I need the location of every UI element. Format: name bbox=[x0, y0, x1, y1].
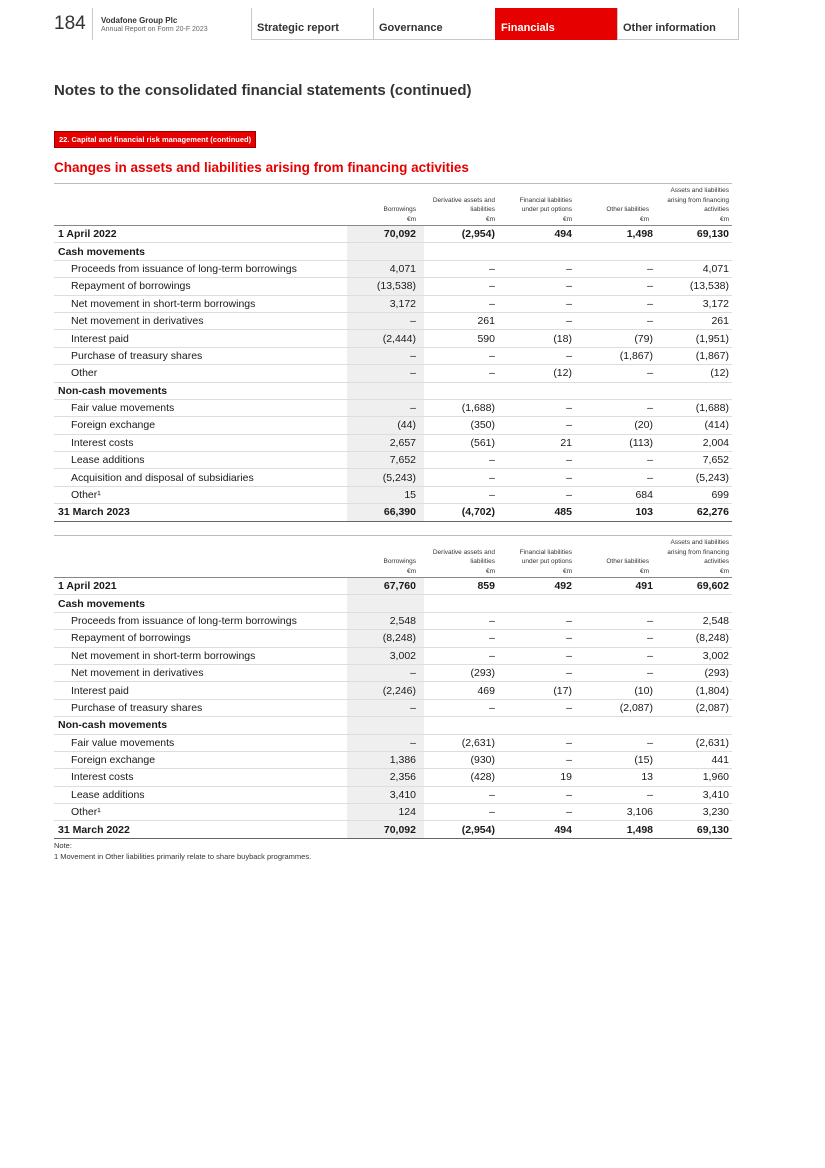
column-header-line: €m bbox=[562, 215, 572, 223]
cell-value: 19 bbox=[501, 769, 578, 786]
column-header-line: arising from financing bbox=[667, 548, 729, 556]
table-row bbox=[54, 804, 732, 821]
row-label: Net movement in derivatives bbox=[54, 664, 347, 681]
cell-value: (293) bbox=[655, 664, 732, 681]
column-header-line bbox=[504, 538, 572, 548]
cell-value: (113) bbox=[578, 434, 655, 451]
column-header-line bbox=[427, 538, 495, 548]
table-row bbox=[54, 452, 732, 469]
column-header-line: Financial liabilities bbox=[519, 196, 572, 204]
note-badge: 22. Capital and financial risk management (continued) bbox=[54, 131, 256, 148]
cell-value: (44) bbox=[347, 417, 424, 434]
cell-value: (1,688) bbox=[424, 399, 501, 416]
column-header bbox=[347, 536, 424, 578]
table-row bbox=[54, 278, 732, 295]
cell-value: – bbox=[424, 260, 501, 277]
cell-value: (8,248) bbox=[655, 630, 732, 647]
cell-value: – bbox=[501, 399, 578, 416]
table-row bbox=[54, 595, 732, 612]
report-name: Annual Report on Form 20-F 2023 bbox=[101, 25, 208, 33]
cell-value: 494 bbox=[501, 821, 578, 838]
column-header-line bbox=[427, 186, 495, 196]
cell-value: (2,087) bbox=[655, 699, 732, 716]
cell-value: 491 bbox=[578, 578, 655, 595]
table-row bbox=[54, 578, 732, 595]
cell-value: 2,356 bbox=[347, 769, 424, 786]
cell-value: – bbox=[424, 699, 501, 716]
row-label: Interest costs bbox=[54, 434, 347, 451]
cell-value: 1,498 bbox=[578, 821, 655, 838]
column-header-line: Borrowings bbox=[383, 206, 416, 213]
column-header-line: Derivative assets and bbox=[432, 548, 495, 556]
table-row bbox=[54, 347, 732, 364]
financing-table-2022 bbox=[54, 535, 732, 839]
row-label: 1 April 2022 bbox=[54, 226, 347, 243]
column-header-line: liabilities bbox=[470, 558, 495, 565]
cell-value: – bbox=[501, 786, 578, 803]
cell-value: (293) bbox=[424, 664, 501, 681]
table-row bbox=[54, 699, 732, 716]
cell-value: 2,004 bbox=[655, 434, 732, 451]
cell-value: – bbox=[501, 630, 578, 647]
table-row bbox=[54, 612, 732, 629]
cell-value: – bbox=[424, 452, 501, 469]
cell-value bbox=[347, 382, 424, 399]
cell-value: 4,071 bbox=[655, 260, 732, 277]
tab-other-information[interactable]: Other information bbox=[617, 8, 739, 40]
cell-value: 2,548 bbox=[347, 612, 424, 629]
row-label: Net movement in short-term borrowings bbox=[54, 647, 347, 664]
cell-value: – bbox=[424, 365, 501, 382]
cell-value: 69,130 bbox=[655, 226, 732, 243]
cell-value: – bbox=[347, 734, 424, 751]
cell-value: – bbox=[501, 699, 578, 716]
cell-value: – bbox=[501, 612, 578, 629]
column-header-line bbox=[350, 548, 416, 558]
cell-value: 1,960 bbox=[655, 769, 732, 786]
row-label: Fair value movements bbox=[54, 399, 347, 416]
column-header-line bbox=[350, 186, 416, 196]
cell-value: (350) bbox=[424, 417, 501, 434]
cell-value: – bbox=[501, 260, 578, 277]
column-header-line: Other liabilities bbox=[606, 206, 649, 213]
column-header-line: Financial liabilities bbox=[519, 548, 572, 556]
column-header bbox=[347, 184, 424, 226]
table-row bbox=[54, 399, 732, 416]
column-header bbox=[578, 536, 655, 578]
cell-value: – bbox=[501, 486, 578, 503]
cell-value: – bbox=[578, 664, 655, 681]
cell-value: 494 bbox=[501, 226, 578, 243]
cell-value: 62,276 bbox=[655, 504, 732, 521]
column-header-line: €m bbox=[639, 215, 649, 223]
cell-value: 2,548 bbox=[655, 612, 732, 629]
cell-value: 1,498 bbox=[578, 226, 655, 243]
cell-value: (1,867) bbox=[578, 347, 655, 364]
footnotes bbox=[54, 840, 311, 862]
column-header-line: €m bbox=[719, 567, 729, 575]
row-label: Repayment of borrowings bbox=[54, 278, 347, 295]
column-header-line: Borrowings bbox=[383, 558, 416, 565]
page-header bbox=[54, 8, 742, 40]
cell-value: – bbox=[578, 734, 655, 751]
cell-value: 3,172 bbox=[655, 295, 732, 312]
cell-value: – bbox=[424, 347, 501, 364]
cell-value: – bbox=[424, 786, 501, 803]
cell-value: 124 bbox=[347, 804, 424, 821]
column-header-line: Assets and liabilities bbox=[670, 539, 729, 546]
row-label: Proceeds from issuance of long-term borrowings bbox=[54, 260, 347, 277]
cell-value: (5,243) bbox=[655, 469, 732, 486]
cell-value: – bbox=[578, 786, 655, 803]
column-header-line: €m bbox=[485, 567, 495, 575]
cell-value: (20) bbox=[578, 417, 655, 434]
page-title: Notes to the consolidated financial statements (continued) bbox=[54, 82, 472, 99]
row-label: Lease additions bbox=[54, 786, 347, 803]
column-header-line: Assets and liabilities bbox=[670, 187, 729, 194]
cell-value: – bbox=[501, 347, 578, 364]
row-label: Non-cash movements bbox=[54, 717, 347, 734]
table-row bbox=[54, 330, 732, 347]
table-row bbox=[54, 821, 732, 838]
cell-value: 3,410 bbox=[655, 786, 732, 803]
cell-value: – bbox=[347, 399, 424, 416]
cell-value bbox=[424, 382, 501, 399]
cell-value: (2,631) bbox=[655, 734, 732, 751]
cell-value: – bbox=[578, 452, 655, 469]
cell-value: (8,248) bbox=[347, 630, 424, 647]
row-label: 1 April 2021 bbox=[54, 578, 347, 595]
table-row bbox=[54, 312, 732, 329]
cell-value: – bbox=[424, 804, 501, 821]
table-row bbox=[54, 260, 732, 277]
cell-value: (15) bbox=[578, 751, 655, 768]
column-header-blank bbox=[54, 536, 347, 578]
cell-value bbox=[501, 717, 578, 734]
column-header bbox=[655, 536, 732, 578]
company-name: Vodafone Group Plc bbox=[101, 15, 178, 25]
row-label: Net movement in short-term borrowings bbox=[54, 295, 347, 312]
row-label: Foreign exchange bbox=[54, 417, 347, 434]
column-header-line bbox=[581, 186, 649, 196]
cell-value: (18) bbox=[501, 330, 578, 347]
column-header-line: €m bbox=[406, 215, 416, 223]
cell-value: (2,631) bbox=[424, 734, 501, 751]
column-header-line: €m bbox=[719, 215, 729, 223]
cell-value: – bbox=[501, 804, 578, 821]
column-header-line: Other liabilities bbox=[606, 558, 649, 565]
cell-value: – bbox=[578, 612, 655, 629]
cell-value: 2,657 bbox=[347, 434, 424, 451]
cell-value bbox=[424, 595, 501, 612]
cell-value: – bbox=[424, 295, 501, 312]
column-header bbox=[501, 536, 578, 578]
row-label: Cash movements bbox=[54, 595, 347, 612]
cell-value: – bbox=[347, 699, 424, 716]
table-row bbox=[54, 243, 732, 260]
row-label: Repayment of borrowings bbox=[54, 630, 347, 647]
cell-value: (930) bbox=[424, 751, 501, 768]
table-row bbox=[54, 647, 732, 664]
cell-value: 103 bbox=[578, 504, 655, 521]
cell-value: – bbox=[578, 469, 655, 486]
cell-value: 66,390 bbox=[347, 504, 424, 521]
row-label: Purchase of treasury shares bbox=[54, 347, 347, 364]
cell-value: – bbox=[578, 260, 655, 277]
tab-strategic-report[interactable]: Strategic report bbox=[251, 8, 373, 40]
cell-value: (2,246) bbox=[347, 682, 424, 699]
cell-value: (4,702) bbox=[424, 504, 501, 521]
row-label: Non-cash movements bbox=[54, 382, 347, 399]
cell-value: 590 bbox=[424, 330, 501, 347]
column-header-line: €m bbox=[406, 567, 416, 575]
cell-value: – bbox=[501, 417, 578, 434]
cell-value: (2,087) bbox=[578, 699, 655, 716]
row-label: Other bbox=[54, 365, 347, 382]
cell-value: – bbox=[347, 347, 424, 364]
table-row bbox=[54, 504, 732, 521]
column-header-blank bbox=[54, 184, 347, 226]
cell-value: 21 bbox=[501, 434, 578, 451]
row-label: 31 March 2023 bbox=[54, 504, 347, 521]
cell-value: 70,092 bbox=[347, 821, 424, 838]
cell-value: – bbox=[424, 486, 501, 503]
section-title: Changes in assets and liabilities arising from financing activities bbox=[54, 160, 469, 175]
column-header-line: activities bbox=[704, 206, 729, 213]
column-header-row bbox=[54, 536, 732, 578]
cell-value: (1,867) bbox=[655, 347, 732, 364]
row-label: Cash movements bbox=[54, 243, 347, 260]
cell-value bbox=[424, 717, 501, 734]
column-header-line: under put options bbox=[521, 558, 572, 565]
cell-value bbox=[578, 243, 655, 260]
cell-value: 492 bbox=[501, 578, 578, 595]
column-header-line: activities bbox=[704, 558, 729, 565]
table-row bbox=[54, 717, 732, 734]
row-label: Proceeds from issuance of long-term borrowings bbox=[54, 612, 347, 629]
table-row bbox=[54, 365, 732, 382]
cell-value: 699 bbox=[655, 486, 732, 503]
cell-value: (13,538) bbox=[347, 278, 424, 295]
cell-value bbox=[655, 595, 732, 612]
cell-value: (1,804) bbox=[655, 682, 732, 699]
cell-value: – bbox=[578, 399, 655, 416]
cell-value: – bbox=[501, 312, 578, 329]
cell-value: (1,688) bbox=[655, 399, 732, 416]
table-row bbox=[54, 469, 732, 486]
cell-value: 3,172 bbox=[347, 295, 424, 312]
cell-value: 15 bbox=[347, 486, 424, 503]
cell-value: – bbox=[501, 469, 578, 486]
cell-value: 261 bbox=[655, 312, 732, 329]
cell-value bbox=[655, 717, 732, 734]
cell-value bbox=[578, 717, 655, 734]
table-row bbox=[54, 630, 732, 647]
column-header-line bbox=[350, 196, 416, 206]
column-header-line: liabilities bbox=[470, 206, 495, 213]
cell-value: 469 bbox=[424, 682, 501, 699]
cell-value: 1,386 bbox=[347, 751, 424, 768]
row-label: Lease additions bbox=[54, 452, 347, 469]
cell-value: – bbox=[347, 664, 424, 681]
cell-value: 441 bbox=[655, 751, 732, 768]
row-label: Interest costs bbox=[54, 769, 347, 786]
table-row bbox=[54, 786, 732, 803]
column-header-line: €m bbox=[562, 567, 572, 575]
cell-value: (12) bbox=[655, 365, 732, 382]
cell-value bbox=[347, 243, 424, 260]
cell-value: – bbox=[578, 312, 655, 329]
cell-value: 859 bbox=[424, 578, 501, 595]
cell-value: 485 bbox=[501, 504, 578, 521]
cell-value: – bbox=[424, 630, 501, 647]
cell-value: 3,002 bbox=[655, 647, 732, 664]
cell-value: 67,760 bbox=[347, 578, 424, 595]
table-row bbox=[54, 664, 732, 681]
cell-value: (2,954) bbox=[424, 226, 501, 243]
cell-value: – bbox=[501, 664, 578, 681]
table-row bbox=[54, 382, 732, 399]
table-row bbox=[54, 751, 732, 768]
table-row bbox=[54, 226, 732, 243]
cell-value: – bbox=[501, 734, 578, 751]
column-header-line: €m bbox=[485, 215, 495, 223]
cell-value: – bbox=[501, 647, 578, 664]
notes-heading: Note: bbox=[54, 841, 72, 850]
cell-value bbox=[501, 595, 578, 612]
footnote-1: 1 Movement in Other liabilities primarily relate to share buyback programmes. bbox=[54, 852, 312, 861]
table-row bbox=[54, 734, 732, 751]
table-row bbox=[54, 682, 732, 699]
cell-value: – bbox=[578, 647, 655, 664]
cell-value: – bbox=[578, 365, 655, 382]
cell-value: 70,092 bbox=[347, 226, 424, 243]
row-label: Other¹ bbox=[54, 486, 347, 503]
table-row bbox=[54, 434, 732, 451]
column-header bbox=[424, 536, 501, 578]
cell-value: 69,130 bbox=[655, 821, 732, 838]
row-label: Interest paid bbox=[54, 330, 347, 347]
cell-value: – bbox=[501, 295, 578, 312]
cell-value: (12) bbox=[501, 365, 578, 382]
cell-value: – bbox=[347, 312, 424, 329]
table-row bbox=[54, 417, 732, 434]
column-header bbox=[501, 184, 578, 226]
cell-value: (2,954) bbox=[424, 821, 501, 838]
cell-value: (2,444) bbox=[347, 330, 424, 347]
column-header bbox=[655, 184, 732, 226]
row-label: Purchase of treasury shares bbox=[54, 699, 347, 716]
cell-value bbox=[347, 717, 424, 734]
cell-value: – bbox=[578, 630, 655, 647]
column-header bbox=[424, 184, 501, 226]
cell-value: (79) bbox=[578, 330, 655, 347]
page-number: 184 bbox=[54, 13, 86, 34]
cell-value bbox=[655, 382, 732, 399]
cell-value: (1,951) bbox=[655, 330, 732, 347]
cell-value: – bbox=[424, 612, 501, 629]
tab-financials[interactable]: Financials bbox=[495, 8, 617, 40]
row-label: Interest paid bbox=[54, 682, 347, 699]
cell-value: – bbox=[501, 751, 578, 768]
cell-value: (13,538) bbox=[655, 278, 732, 295]
cell-value: – bbox=[578, 295, 655, 312]
cell-value: (17) bbox=[501, 682, 578, 699]
cell-value: – bbox=[578, 278, 655, 295]
table-row bbox=[54, 769, 732, 786]
cell-value: 261 bbox=[424, 312, 501, 329]
cell-value: 69,602 bbox=[655, 578, 732, 595]
cell-value bbox=[347, 595, 424, 612]
cell-value: (561) bbox=[424, 434, 501, 451]
column-header bbox=[578, 184, 655, 226]
cell-value: (428) bbox=[424, 769, 501, 786]
cell-value: – bbox=[424, 647, 501, 664]
cell-value: 3,410 bbox=[347, 786, 424, 803]
row-label: Foreign exchange bbox=[54, 751, 347, 768]
row-label: Fair value movements bbox=[54, 734, 347, 751]
cell-value: 3,002 bbox=[347, 647, 424, 664]
row-label: Net movement in derivatives bbox=[54, 312, 347, 329]
column-header-line: Derivative assets and bbox=[432, 196, 495, 204]
cell-value bbox=[578, 595, 655, 612]
company-block bbox=[92, 8, 251, 40]
tab-governance[interactable]: Governance bbox=[373, 8, 495, 40]
row-label: Acquisition and disposal of subsidiaries bbox=[54, 469, 347, 486]
cell-value: 3,230 bbox=[655, 804, 732, 821]
cell-value: – bbox=[501, 278, 578, 295]
cell-value: 3,106 bbox=[578, 804, 655, 821]
table-row bbox=[54, 486, 732, 503]
column-header-line: €m bbox=[639, 567, 649, 575]
column-header-line bbox=[581, 538, 649, 548]
cell-value: – bbox=[424, 278, 501, 295]
column-header-row bbox=[54, 184, 732, 226]
cell-value bbox=[655, 243, 732, 260]
column-header-line bbox=[504, 186, 572, 196]
cell-value: – bbox=[347, 365, 424, 382]
column-header-line bbox=[581, 548, 649, 558]
cell-value: 684 bbox=[578, 486, 655, 503]
row-label: 31 March 2022 bbox=[54, 821, 347, 838]
cell-value: 4,071 bbox=[347, 260, 424, 277]
cell-value: – bbox=[501, 452, 578, 469]
column-header-line bbox=[581, 196, 649, 206]
cell-value: 7,652 bbox=[347, 452, 424, 469]
cell-value: (414) bbox=[655, 417, 732, 434]
row-label: Other¹ bbox=[54, 804, 347, 821]
cell-value: (10) bbox=[578, 682, 655, 699]
column-header-line: arising from financing bbox=[667, 196, 729, 204]
column-header-line bbox=[350, 538, 416, 548]
cell-value bbox=[501, 382, 578, 399]
cell-value bbox=[424, 243, 501, 260]
financing-table-2023 bbox=[54, 183, 732, 522]
cell-value: – bbox=[424, 469, 501, 486]
cell-value bbox=[501, 243, 578, 260]
cell-value: (5,243) bbox=[347, 469, 424, 486]
cell-value: 7,652 bbox=[655, 452, 732, 469]
column-header-line: under put options bbox=[521, 206, 572, 213]
table-row bbox=[54, 295, 732, 312]
cell-value bbox=[578, 382, 655, 399]
cell-value: 13 bbox=[578, 769, 655, 786]
